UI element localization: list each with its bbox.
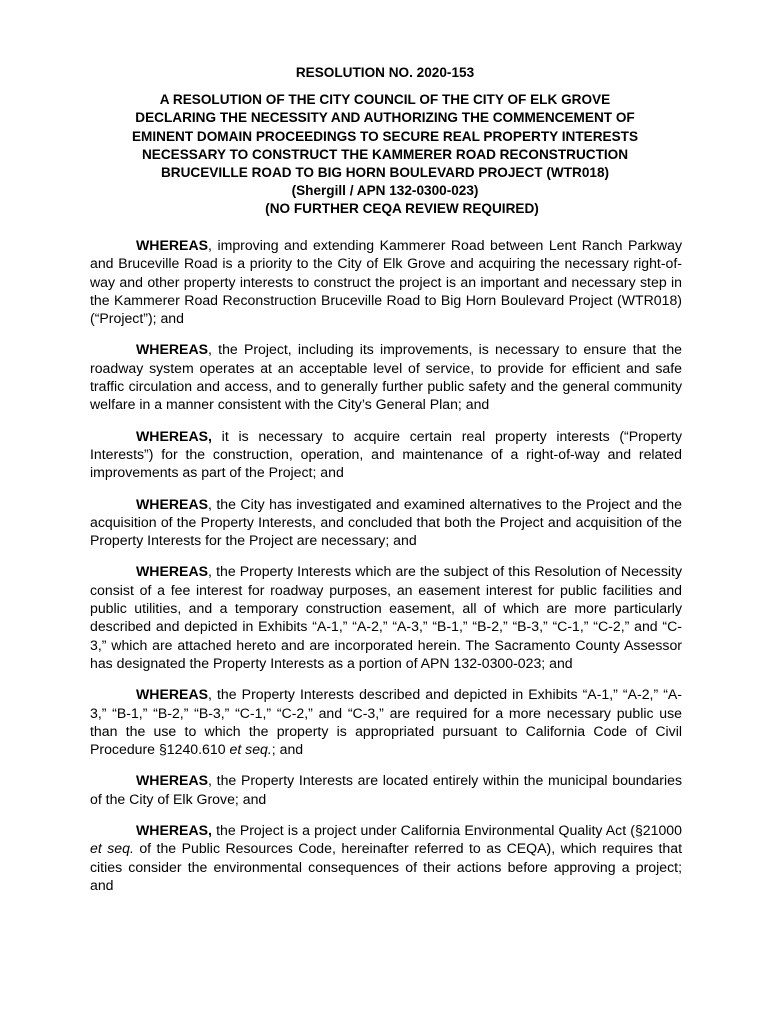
paragraph-text: , the Project, including its improvements, is necessary to ensure that the roadway system operates at an acceptable level of service, to provide for efficient and safe traffic circulation and access, and to generally further public safety and the general community welfare in a manner consistent with the City’s General Plan; and <box>90 341 682 413</box>
resolution-heading <box>80 64 690 219</box>
whereas-lead: WHEREAS <box>136 772 209 789</box>
whereas-lead: WHEREAS <box>136 563 209 580</box>
whereas-paragraph-2 <box>90 340 682 413</box>
title-line-4: NECESSARY TO CONSTRUCT THE KAMMERER ROAD RECONSTRUCTION <box>141 146 629 162</box>
whereas-lead: WHEREAS, <box>136 822 212 839</box>
paragraph-text: the Project is a project under California Environmental Quality Act (§21000 <box>211 822 682 839</box>
paragraph-text: it is necessary to acquire certain real property interests (“Property Interests”) for the construction, operation, and maintenance of a right-of-way and related improvements as part of the Project; and <box>90 427 682 481</box>
whereas-lead: WHEREAS <box>136 341 209 358</box>
paragraph-text: , improving and extending Kammerer Road between Lent Ranch Parkway and Bruceville Road is a priority to the City of Elk Grove and acquiring the necessary right-of-way and other property interests to construct the project is an important and necessary step in the Kammerer Road Reconstruction Bruceville Road to Big Horn Boulevard Project (WTR018) (“Project”); and <box>90 237 682 327</box>
title-line-6: (Shergill / APN 132-0300-023) <box>291 183 479 199</box>
whereas-lead: WHEREAS <box>136 686 209 703</box>
paragraph-text: , the Property Interests are located entirely within the municipal boundaries of the City of Elk Grove; and <box>90 772 682 807</box>
title-line-2: DECLARING THE NECESSITY AND AUTHORIZING THE COMMENCEMENT OF <box>135 110 635 126</box>
title-line-1: A RESOLUTION OF THE CITY COUNCIL OF THE CITY OF ELK GROVE <box>159 92 611 108</box>
paragraph-italic: et seq. <box>90 840 134 857</box>
paragraph-italic: et seq. <box>229 741 272 758</box>
whereas-lead: WHEREAS, <box>136 427 212 444</box>
resolution-body <box>90 236 682 907</box>
title-line-5: BRUCEVILLE ROAD TO BIG HORN BOULEVARD PROJECT (WTR018) <box>160 165 610 181</box>
whereas-lead: WHEREAS <box>136 495 209 512</box>
paragraph-tail: ; and <box>271 741 304 758</box>
whereas-paragraph-3 <box>90 427 682 482</box>
whereas-paragraph-5 <box>90 562 682 672</box>
paragraph-text: , the City has investigated and examined alternatives to the Project and the acquisition of the Property Interests, and concluded that both the Project and acquisition of the Property Interests for the Project are necessary; and <box>90 495 682 549</box>
whereas-paragraph-6 <box>90 685 682 758</box>
paragraph-tail: of the Public Resources Code, hereinafter referred to as CEQA), which requires that cities consider the environmental consequences of their actions before approving a project; and <box>90 840 682 893</box>
whereas-lead: WHEREAS <box>136 237 209 253</box>
ceqa-note: (NO FURTHER CEQA REVIEW REQUIRED) <box>265 201 539 217</box>
paragraph-text: , the Property Interests which are the subject of this Resolution of Necessity consist of a fee interest for roadway purposes, an easement interest for public facilities and public utilities, and a temporary construction easement, all of which are more particularly described and depicted in Exhibits “A-1,” “A-2,” “A-3,” “B-1,” “B-2,” “B-3,” “C-1,” “C-2,” and “C-3,” which are attached hereto and are incorporated herein. The Sacramento County Assessor has designated the Property Interests as a portion of APN 132-0300-023; and <box>90 563 682 671</box>
title-line-3: EMINENT DOMAIN PROCEEDINGS TO SECURE REAL PROPERTY INTERESTS <box>131 128 639 144</box>
whereas-paragraph-1 <box>90 236 682 327</box>
whereas-paragraph-4 <box>90 495 682 550</box>
whereas-paragraph-7 <box>90 771 682 808</box>
resolution-number: RESOLUTION NO. 2020-153 <box>295 65 475 80</box>
paragraph-text: , the Property Interests described and depicted in Exhibits “A-1,” “A-2,” “A-3,” “B-1,” “B-2,” “B-3,” “C-1,” “C-2,” and “C-3,” are required for a more necessary public use than the use to which the property is appropriated pursuant to California Code of Civil Procedure §1240.610 <box>90 686 682 758</box>
whereas-paragraph-8 <box>90 821 682 894</box>
